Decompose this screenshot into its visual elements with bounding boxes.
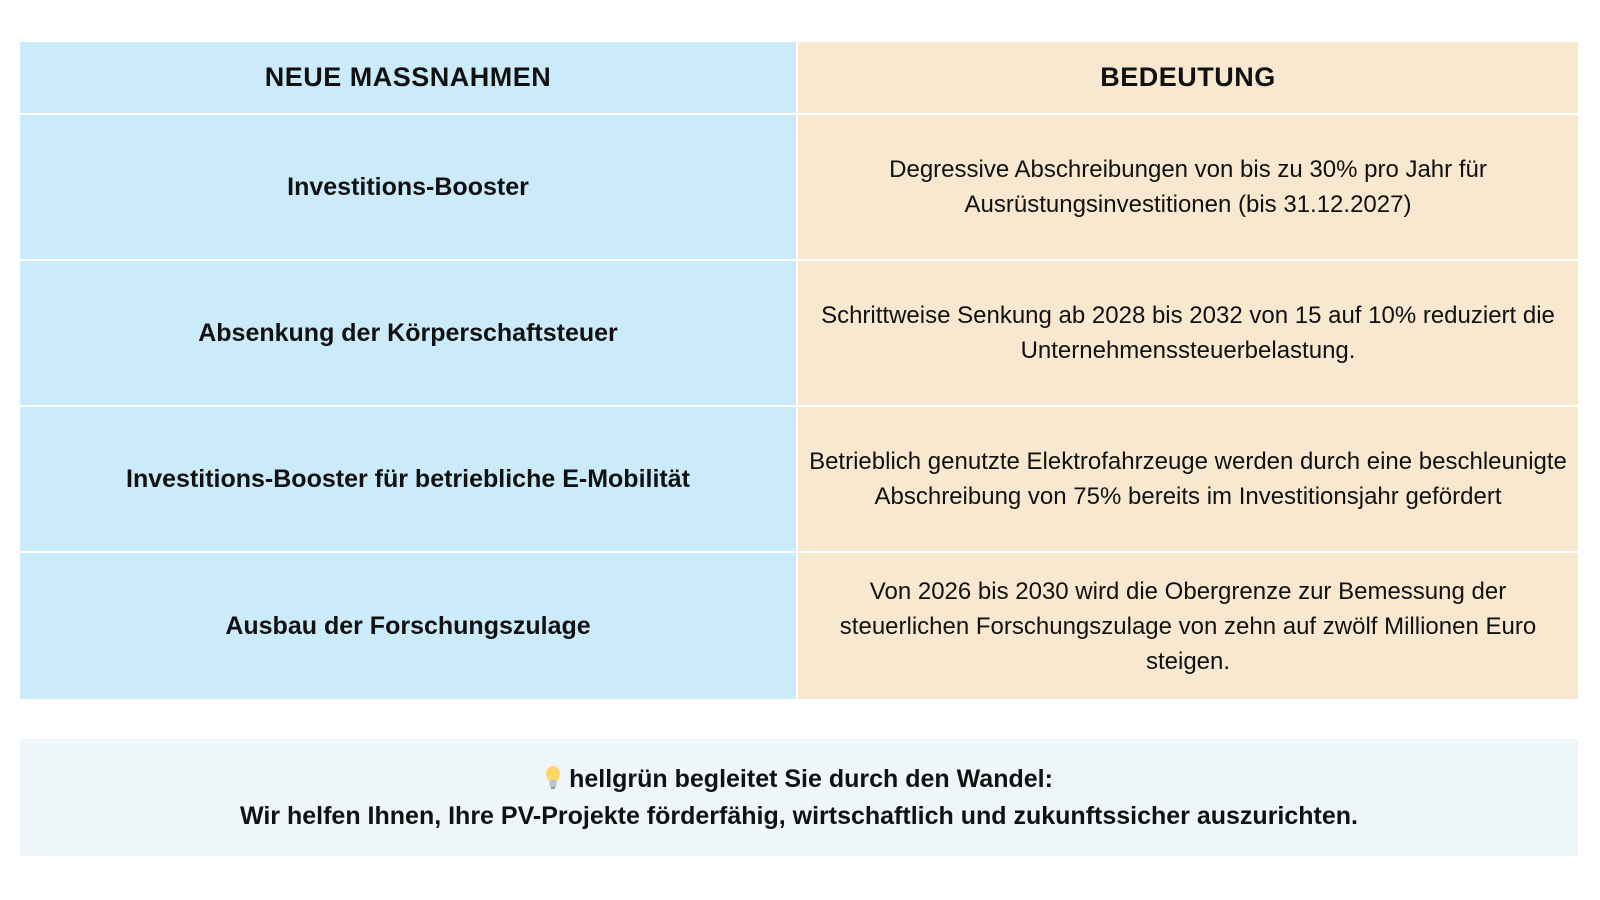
footer-headline: hellgrün begleitet Sie durch den Wandel:	[569, 764, 1053, 793]
footer-callout	[20, 739, 1578, 856]
row-3-measure: Investitions-Booster für betriebliche E-Mobilität	[20, 407, 798, 553]
header-meaning: BEDEUTUNG	[798, 42, 1578, 115]
lightbulb-icon	[545, 766, 561, 790]
row-4-measure: Ausbau der Forschungszulage	[20, 553, 798, 699]
row-1-meaning: Degressive Abschreibungen von bis zu 30% pro Jahr für Ausrüstungsinvestitionen (bis 31.12.2027)	[798, 115, 1578, 261]
measures-table	[20, 42, 1578, 699]
row-4-meaning: Von 2026 bis 2030 wird die Obergrenze zur Bemessung der steuerlichen Forschungszulage von zehn auf zwölf Millionen Euro steigen.	[798, 553, 1578, 699]
row-2-measure: Absenkung der Körperschaftsteuer	[20, 261, 798, 407]
header-measures: NEUE MASSNAHMEN	[20, 42, 798, 115]
row-3-meaning: Betrieblich genutzte Elektrofahrzeuge werden durch eine beschleunigte Abschreibung von 75% bereits im Investitionsjahr gefördert	[798, 407, 1578, 553]
row-2-meaning: Schrittweise Senkung ab 2028 bis 2032 von 15 auf 10% reduziert die Unternehmenssteuerbelastung.	[798, 261, 1578, 407]
row-1-measure: Investitions-Booster	[20, 115, 798, 261]
footer-line-2: Wir helfen Ihnen, Ihre PV-Projekte förderfähig, wirtschaftlich und zukunftssicher auszurichten.	[239, 801, 1359, 830]
footer-line-1	[545, 765, 1053, 794]
